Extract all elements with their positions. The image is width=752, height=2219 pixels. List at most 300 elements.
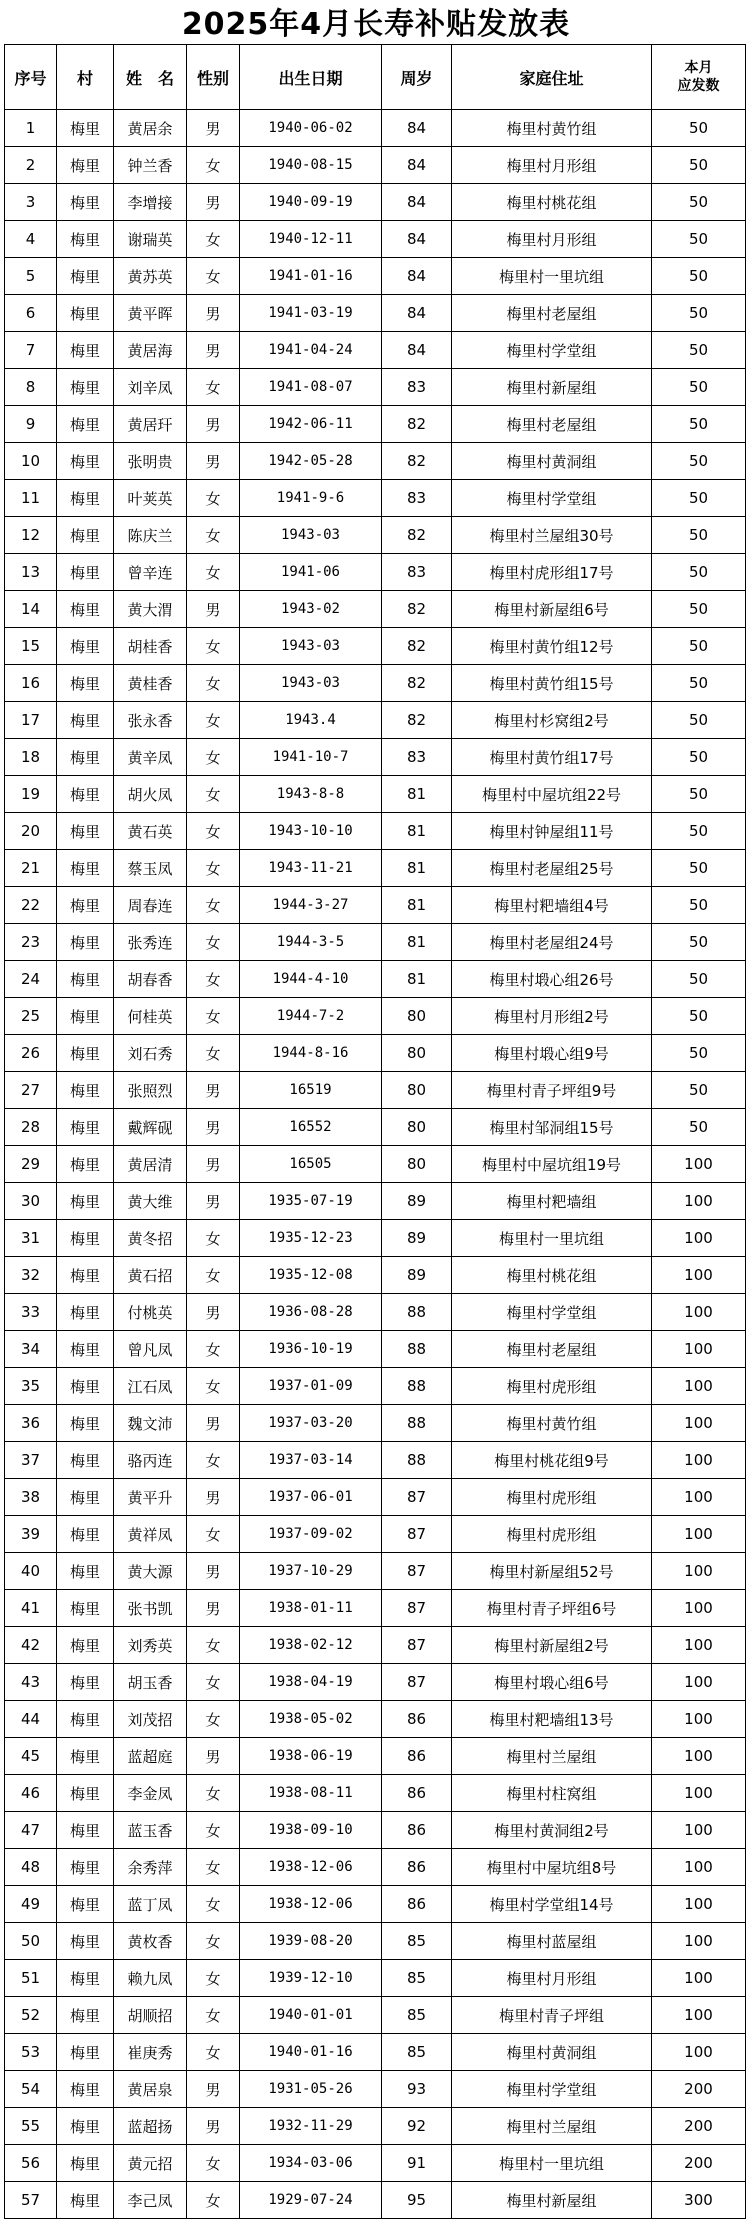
cell-amount: 50 [652,702,746,739]
table-row [5,221,746,258]
cell-age: 86 [382,1849,452,1886]
cell-address: 梅里村中屋坑组8号 [452,1849,652,1886]
cell-index: 55 [5,2108,57,2145]
cell-index: 52 [5,1997,57,2034]
cell-age: 81 [382,924,452,961]
cell-gender: 女 [187,1664,240,1701]
cell-index: 41 [5,1590,57,1627]
cell-name: 蓝玉香 [114,1812,187,1849]
cell-address: 梅里村粑墙组13号 [452,1701,652,1738]
cell-birth-date: 1937-03-14 [240,1442,382,1479]
cell-index: 13 [5,554,57,591]
cell-birth-date: 1938-06-19 [240,1738,382,1775]
cell-address: 梅里村学堂组14号 [452,1886,652,1923]
cell-index: 16 [5,665,57,702]
cell-index: 30 [5,1183,57,1220]
cell-amount: 50 [652,887,746,924]
cell-name: 周春连 [114,887,187,924]
cell-address: 梅里村老屋组 [452,295,652,332]
cell-amount: 50 [652,850,746,887]
cell-gender: 女 [187,2145,240,2182]
cell-amount: 100 [652,1331,746,1368]
cell-age: 85 [382,1960,452,1997]
cell-address: 梅里村学堂组 [452,332,652,369]
cell-index: 40 [5,1553,57,1590]
cell-village: 梅里 [57,1220,114,1257]
table-row [5,443,746,480]
cell-birth-date: 1935-12-08 [240,1257,382,1294]
cell-birth-date: 1939-08-20 [240,1923,382,1960]
cell-address: 梅里村邹洞组15号 [452,1109,652,1146]
cell-village: 梅里 [57,1146,114,1183]
cell-gender: 女 [187,1257,240,1294]
table-row [5,517,746,554]
cell-gender: 女 [187,1849,240,1886]
cell-index: 36 [5,1405,57,1442]
cell-amount: 50 [652,480,746,517]
cell-age: 82 [382,628,452,665]
cell-village: 梅里 [57,2145,114,2182]
cell-village: 梅里 [57,2182,114,2219]
cell-age: 86 [382,1701,452,1738]
table-row [5,2108,746,2145]
cell-age: 89 [382,1257,452,1294]
cell-amount: 50 [652,961,746,998]
cell-index: 3 [5,184,57,221]
cell-gender: 女 [187,480,240,517]
cell-address: 梅里村黄竹组 [452,1405,652,1442]
cell-gender: 女 [187,998,240,1035]
cell-amount: 50 [652,184,746,221]
cell-amount: 100 [652,1812,746,1849]
cell-amount: 100 [652,1960,746,1997]
table-row [5,665,746,702]
header-birth-date: 出生日期 [240,45,382,110]
cell-village: 梅里 [57,221,114,258]
cell-address: 梅里村兰屋组30号 [452,517,652,554]
table-row [5,1479,746,1516]
cell-gender: 女 [187,221,240,258]
cell-village: 梅里 [57,887,114,924]
cell-gender: 男 [187,184,240,221]
cell-amount: 50 [652,443,746,480]
table-row [5,369,746,406]
cell-address: 梅里村老屋组24号 [452,924,652,961]
cell-index: 38 [5,1479,57,1516]
page-title: 2025年4月长寿补贴发放表 [181,7,571,42]
table-row [5,1886,746,1923]
cell-address: 梅里村新屋组 [452,369,652,406]
cell-gender: 女 [187,776,240,813]
cell-index: 5 [5,258,57,295]
cell-name: 张照烈 [114,1072,187,1109]
cell-address: 梅里村粑墙组4号 [452,887,652,924]
table-row [5,1516,746,1553]
cell-age: 80 [382,1035,452,1072]
cell-birth-date: 1937-09-02 [240,1516,382,1553]
cell-age: 89 [382,1183,452,1220]
cell-amount: 100 [652,1627,746,1664]
cell-address: 梅里村兰屋组 [452,2108,652,2145]
cell-index: 47 [5,1812,57,1849]
cell-age: 87 [382,1553,452,1590]
cell-amount: 50 [652,221,746,258]
cell-birth-date: 1940-09-19 [240,184,382,221]
cell-name: 黄辛凤 [114,739,187,776]
cell-index: 54 [5,2071,57,2108]
cell-address: 梅里村兰屋组 [452,1738,652,1775]
cell-name: 戴辉砚 [114,1109,187,1146]
cell-gender: 女 [187,887,240,924]
cell-village: 梅里 [57,2034,114,2071]
cell-address: 梅里村一里坑组 [452,2145,652,2182]
cell-index: 28 [5,1109,57,1146]
cell-village: 梅里 [57,2071,114,2108]
cell-name: 崔庚秀 [114,2034,187,2071]
cell-birth-date: 1941-06 [240,554,382,591]
cell-address: 梅里村黄洞组2号 [452,1812,652,1849]
cell-birth-date: 1940-08-15 [240,147,382,184]
cell-name: 刘茂招 [114,1701,187,1738]
cell-birth-date: 16552 [240,1109,382,1146]
table-row [5,147,746,184]
cell-village: 梅里 [57,517,114,554]
cell-age: 81 [382,850,452,887]
cell-age: 88 [382,1331,452,1368]
cell-amount: 50 [652,517,746,554]
cell-gender: 男 [187,2071,240,2108]
table-row [5,1849,746,1886]
cell-address: 梅里村一里坑组 [452,1220,652,1257]
cell-village: 梅里 [57,369,114,406]
cell-birth-date: 1941-9-6 [240,480,382,517]
cell-address: 梅里村新屋组2号 [452,1627,652,1664]
table-row [5,1294,746,1331]
cell-amount: 100 [652,1479,746,1516]
cell-birth-date: 1941-04-24 [240,332,382,369]
cell-village: 梅里 [57,295,114,332]
cell-gender: 女 [187,628,240,665]
cell-index: 31 [5,1220,57,1257]
cell-age: 91 [382,2145,452,2182]
cell-amount: 50 [652,1109,746,1146]
cell-birth-date: 1938-04-19 [240,1664,382,1701]
cell-name: 曾凡凤 [114,1331,187,1368]
cell-address: 梅里村杉窝组2号 [452,702,652,739]
cell-birth-date: 1940-01-01 [240,1997,382,2034]
cell-birth-date: 1932-11-29 [240,2108,382,2145]
cell-birth-date: 16519 [240,1072,382,1109]
cell-village: 梅里 [57,184,114,221]
cell-name: 黄居海 [114,332,187,369]
cell-index: 22 [5,887,57,924]
cell-name: 曾辛连 [114,554,187,591]
cell-index: 21 [5,850,57,887]
cell-address: 梅里村老屋组 [452,406,652,443]
cell-address: 梅里村中屋坑组19号 [452,1146,652,1183]
cell-gender: 女 [187,1812,240,1849]
cell-index: 46 [5,1775,57,1812]
cell-age: 82 [382,406,452,443]
cell-age: 85 [382,1923,452,1960]
cell-gender: 女 [187,924,240,961]
cell-address: 梅里村学堂组 [452,480,652,517]
cell-name: 黄冬招 [114,1220,187,1257]
cell-index: 2 [5,147,57,184]
cell-village: 梅里 [57,1923,114,1960]
cell-amount: 50 [652,998,746,1035]
cell-index: 34 [5,1331,57,1368]
cell-amount: 200 [652,2071,746,2108]
cell-amount: 50 [652,258,746,295]
cell-village: 梅里 [57,739,114,776]
cell-birth-date: 1942-05-28 [240,443,382,480]
cell-birth-date: 1943-03 [240,665,382,702]
cell-name: 余秀萍 [114,1849,187,1886]
cell-amount: 50 [652,591,746,628]
cell-index: 49 [5,1886,57,1923]
cell-birth-date: 1938-12-06 [240,1849,382,1886]
cell-gender: 女 [187,1923,240,1960]
cell-amount: 100 [652,1923,746,1960]
table-row [5,924,746,961]
cell-gender: 女 [187,1220,240,1257]
cell-birth-date: 1936-10-19 [240,1331,382,1368]
cell-address: 梅里村黄竹组15号 [452,665,652,702]
cell-gender: 男 [187,406,240,443]
cell-gender: 男 [187,332,240,369]
cell-index: 24 [5,961,57,998]
cell-gender: 男 [187,1590,240,1627]
cell-birth-date: 1943-03 [240,628,382,665]
cell-name: 何桂英 [114,998,187,1035]
cell-age: 86 [382,1738,452,1775]
cell-birth-date: 1938-08-11 [240,1775,382,1812]
cell-gender: 女 [187,1516,240,1553]
cell-address: 梅里村月形组 [452,1960,652,1997]
table-row [5,184,746,221]
cell-amount: 300 [652,2182,746,2219]
cell-index: 14 [5,591,57,628]
cell-age: 82 [382,517,452,554]
cell-age: 81 [382,887,452,924]
cell-gender: 女 [187,1701,240,1738]
cell-amount: 100 [652,1664,746,1701]
cell-index: 12 [5,517,57,554]
cell-amount: 50 [652,739,746,776]
cell-gender: 男 [187,591,240,628]
cell-gender: 男 [187,1479,240,1516]
cell-gender: 女 [187,1960,240,1997]
table-row [5,295,746,332]
cell-amount: 50 [652,110,746,147]
cell-amount: 100 [652,1886,746,1923]
cell-index: 26 [5,1035,57,1072]
cell-amount: 100 [652,1701,746,1738]
cell-gender: 女 [187,813,240,850]
cell-village: 梅里 [57,1775,114,1812]
cell-address: 梅里村粑墙组 [452,1183,652,1220]
cell-birth-date: 1942-06-11 [240,406,382,443]
cell-village: 梅里 [57,110,114,147]
cell-address: 梅里村青子坪组6号 [452,1590,652,1627]
cell-age: 83 [382,480,452,517]
cell-village: 梅里 [57,1368,114,1405]
cell-name: 蓝丁凤 [114,1886,187,1923]
cell-age: 81 [382,813,452,850]
cell-birth-date: 1941-10-7 [240,739,382,776]
cell-index: 18 [5,739,57,776]
table-row [5,332,746,369]
header-gender: 性别 [187,45,240,110]
cell-age: 84 [382,295,452,332]
table-row [5,2034,746,2071]
table-row [5,2145,746,2182]
cell-gender: 男 [187,1738,240,1775]
cell-amount: 50 [652,924,746,961]
table-row [5,1331,746,1368]
cell-village: 梅里 [57,554,114,591]
cell-age: 86 [382,1812,452,1849]
table-body [5,110,746,2219]
cell-name: 黄平升 [114,1479,187,1516]
cell-birth-date: 1938-09-10 [240,1812,382,1849]
table-row [5,1405,746,1442]
cell-name: 张永香 [114,702,187,739]
cell-index: 39 [5,1516,57,1553]
cell-village: 梅里 [57,1997,114,2034]
cell-name: 胡火凤 [114,776,187,813]
cell-amount: 50 [652,147,746,184]
table-row [5,554,746,591]
cell-birth-date: 1938-02-12 [240,1627,382,1664]
cell-address: 梅里村虎形组 [452,1516,652,1553]
header-row [5,45,746,110]
cell-amount: 50 [652,1035,746,1072]
cell-index: 6 [5,295,57,332]
cell-name: 黄苏英 [114,258,187,295]
table-row [5,1997,746,2034]
cell-amount: 50 [652,332,746,369]
cell-birth-date: 1943-03 [240,517,382,554]
cell-address: 梅里村月形组 [452,221,652,258]
cell-gender: 女 [187,2034,240,2071]
cell-amount: 100 [652,1183,746,1220]
cell-village: 梅里 [57,406,114,443]
header-amount: 本月 应发数 [652,45,746,110]
cell-index: 20 [5,813,57,850]
cell-gender: 女 [187,517,240,554]
cell-name: 魏文沛 [114,1405,187,1442]
cell-index: 15 [5,628,57,665]
cell-address: 梅里村桃花组9号 [452,1442,652,1479]
cell-address: 梅里村新屋组52号 [452,1553,652,1590]
cell-age: 82 [382,591,452,628]
cell-name: 黄祥凤 [114,1516,187,1553]
cell-index: 17 [5,702,57,739]
cell-village: 梅里 [57,850,114,887]
cell-index: 19 [5,776,57,813]
cell-gender: 男 [187,1109,240,1146]
cell-name: 张书凯 [114,1590,187,1627]
cell-address: 梅里村虎形组 [452,1368,652,1405]
cell-village: 梅里 [57,1590,114,1627]
table-row [5,1146,746,1183]
cell-name: 黄居玕 [114,406,187,443]
cell-amount: 50 [652,369,746,406]
cell-index: 25 [5,998,57,1035]
cell-village: 梅里 [57,1701,114,1738]
cell-name: 黄石招 [114,1257,187,1294]
cell-address: 梅里村黄洞组 [452,2034,652,2071]
cell-age: 87 [382,1664,452,1701]
cell-gender: 男 [187,295,240,332]
cell-amount: 100 [652,1590,746,1627]
cell-name: 陈庆兰 [114,517,187,554]
cell-name: 李金凤 [114,1775,187,1812]
cell-gender: 女 [187,1035,240,1072]
cell-gender: 男 [187,2108,240,2145]
cell-index: 27 [5,1072,57,1109]
cell-age: 83 [382,369,452,406]
cell-index: 32 [5,1257,57,1294]
cell-index: 53 [5,2034,57,2071]
cell-address: 梅里村塅心组9号 [452,1035,652,1072]
cell-name: 胡桂香 [114,628,187,665]
cell-village: 梅里 [57,1294,114,1331]
cell-gender: 男 [187,1405,240,1442]
cell-birth-date: 1936-08-28 [240,1294,382,1331]
cell-age: 80 [382,1146,452,1183]
cell-village: 梅里 [57,1257,114,1294]
cell-birth-date: 1938-01-11 [240,1590,382,1627]
cell-age: 84 [382,332,452,369]
cell-village: 梅里 [57,1405,114,1442]
cell-birth-date: 1943-8-8 [240,776,382,813]
cell-amount: 50 [652,665,746,702]
cell-index: 42 [5,1627,57,1664]
cell-age: 93 [382,2071,452,2108]
cell-amount: 50 [652,406,746,443]
table-row [5,1775,746,1812]
cell-name: 黄平晖 [114,295,187,332]
cell-village: 梅里 [57,1553,114,1590]
table-row [5,1109,746,1146]
cell-name: 江石凤 [114,1368,187,1405]
cell-birth-date: 1940-01-16 [240,2034,382,2071]
cell-birth-date: 1944-3-27 [240,887,382,924]
cell-birth-date: 1941-08-07 [240,369,382,406]
cell-address: 梅里村黄竹组 [452,110,652,147]
cell-amount: 100 [652,1516,746,1553]
cell-birth-date: 1943-02 [240,591,382,628]
cell-name: 赖九凤 [114,1960,187,1997]
cell-amount: 100 [652,1775,746,1812]
cell-birth-date: 16505 [240,1146,382,1183]
cell-index: 33 [5,1294,57,1331]
cell-village: 梅里 [57,443,114,480]
cell-amount: 100 [652,1997,746,2034]
cell-name: 黄枚香 [114,1923,187,1960]
cell-birth-date: 1934-03-06 [240,2145,382,2182]
cell-village: 梅里 [57,1183,114,1220]
cell-age: 82 [382,702,452,739]
cell-name: 黄桂香 [114,665,187,702]
cell-birth-date: 1931-05-26 [240,2071,382,2108]
cell-age: 88 [382,1442,452,1479]
cell-name: 骆丙连 [114,1442,187,1479]
cell-birth-date: 1938-12-06 [240,1886,382,1923]
